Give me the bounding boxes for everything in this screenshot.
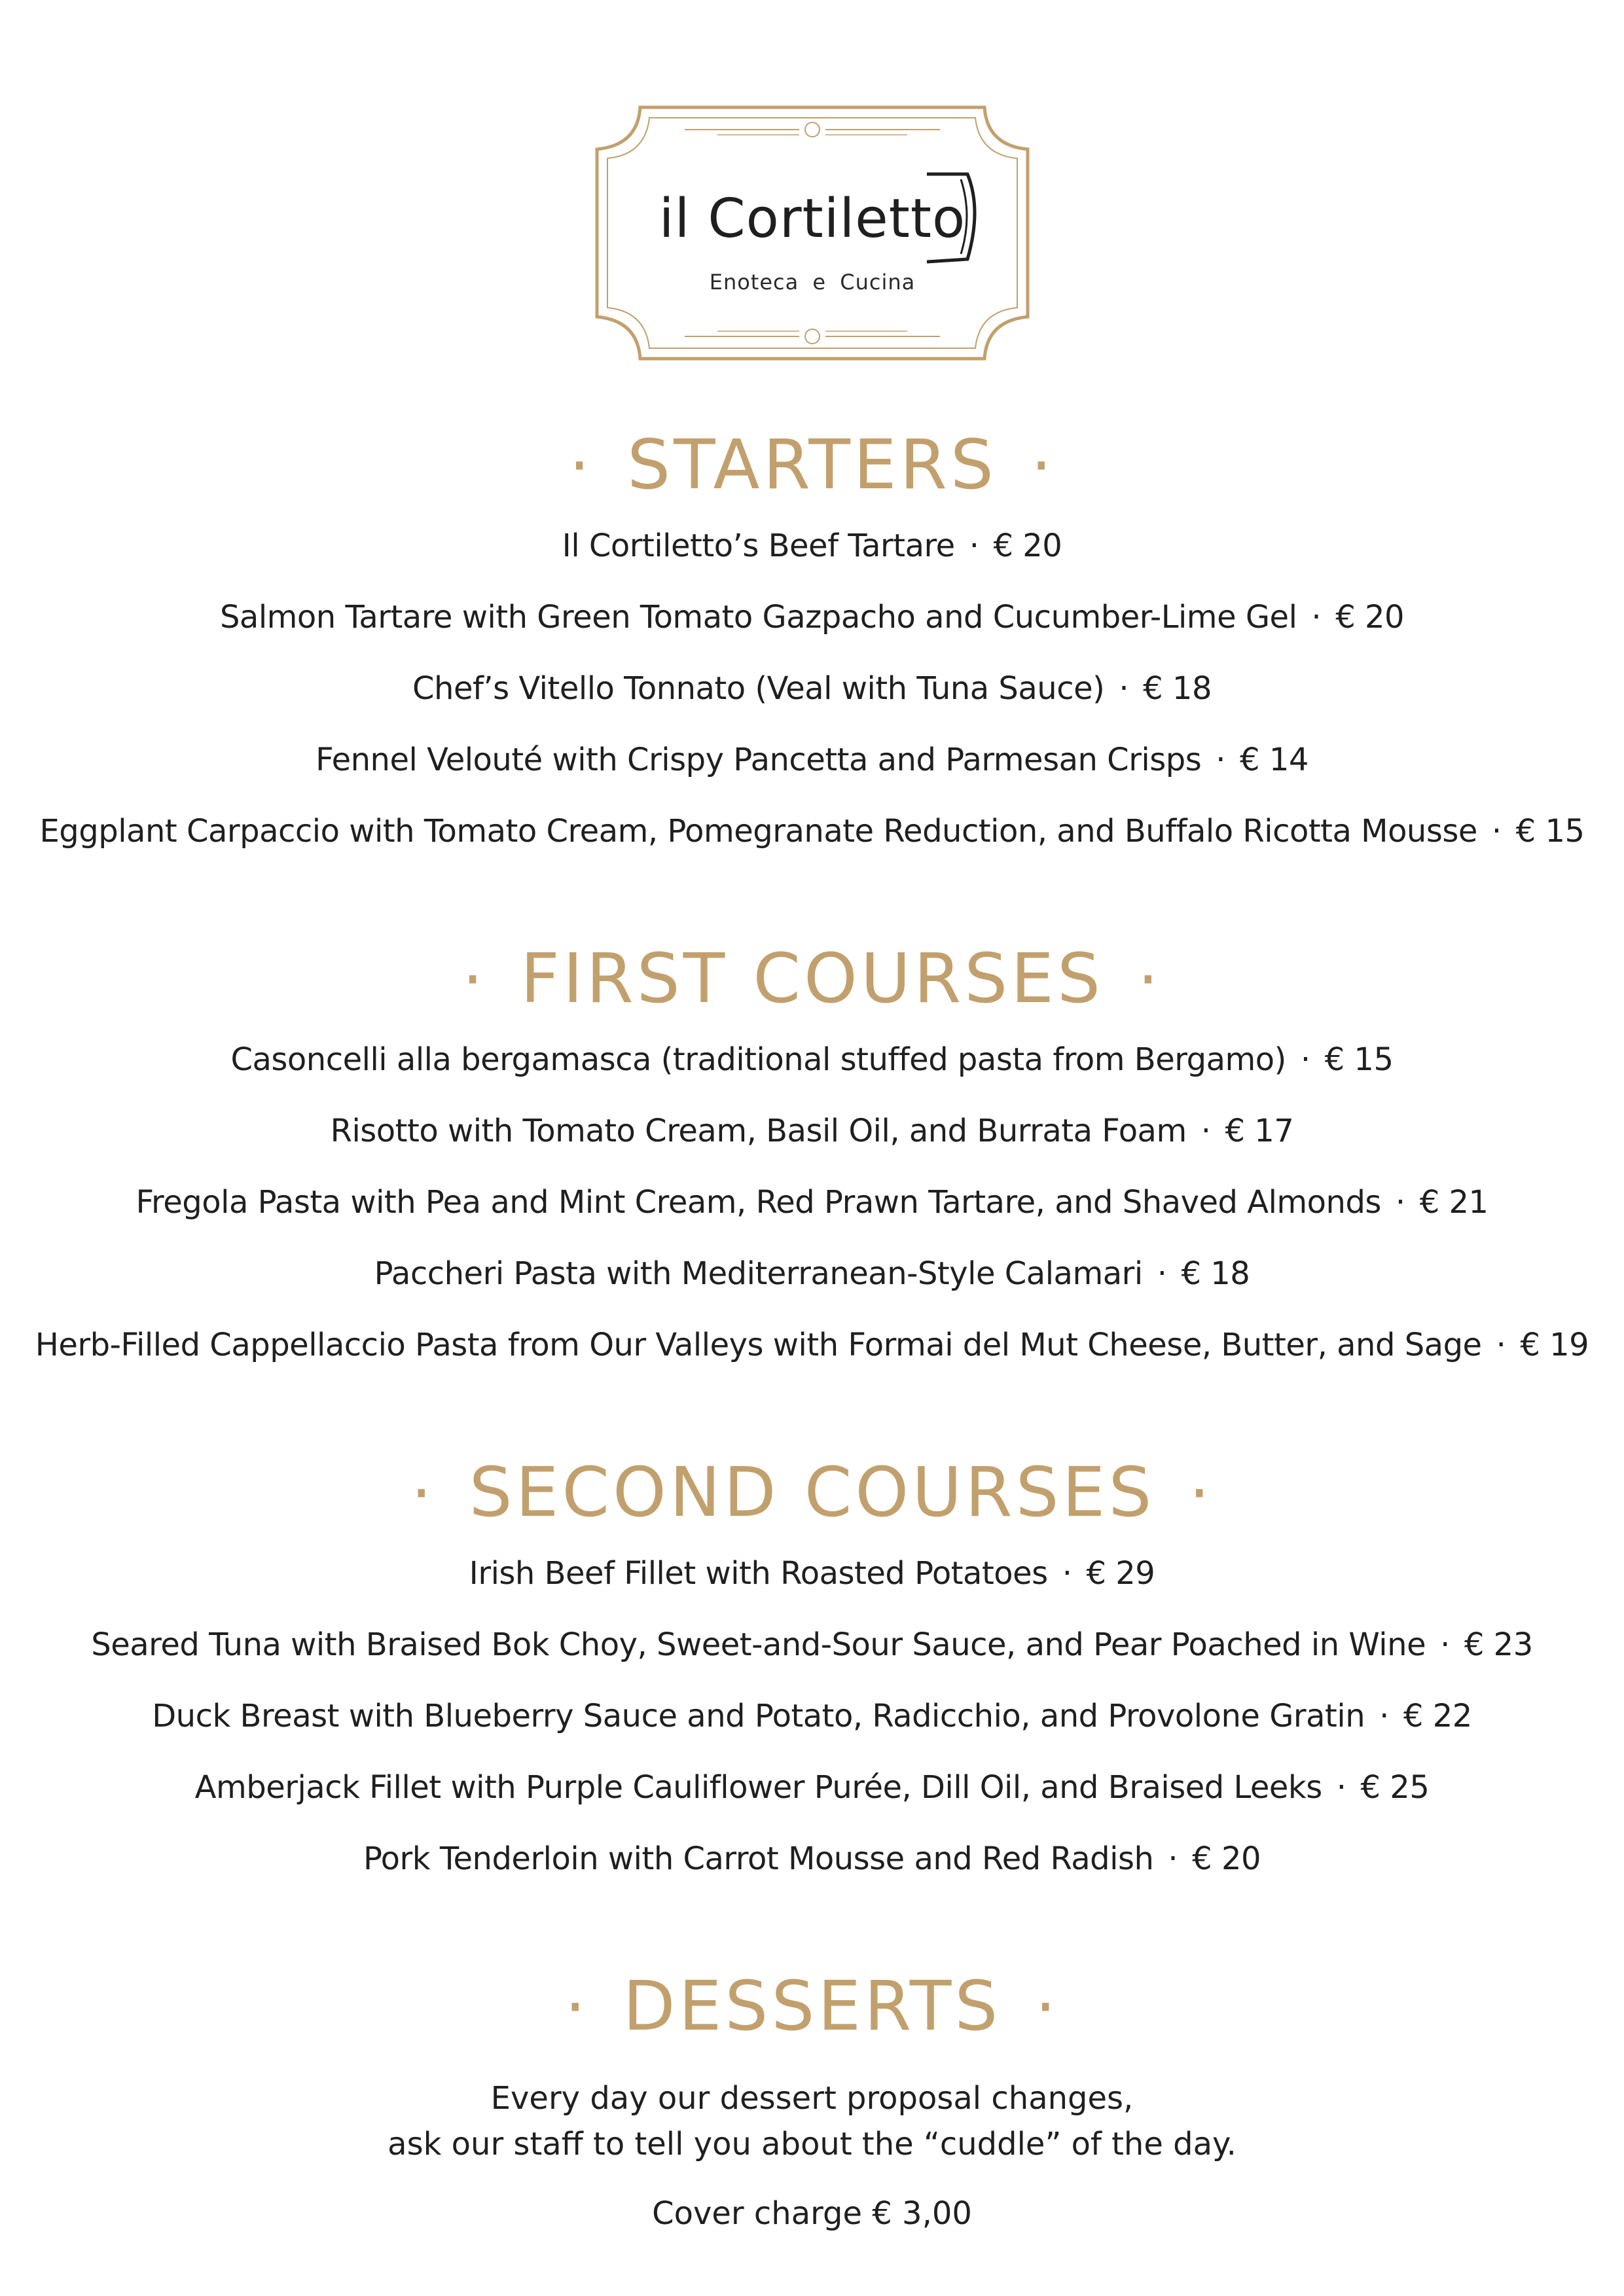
separator-dot: ·: [1496, 1327, 1506, 1363]
item-price: € 20: [1335, 599, 1405, 636]
separator-dot: ·: [1440, 1626, 1450, 1663]
cover-charge: Cover charge € 3,00: [652, 2195, 972, 2232]
item-name: Il Cortiletto’s Beef Tartare: [562, 528, 955, 564]
separator-dot: ·: [1168, 1840, 1178, 1877]
item-price: € 19: [1520, 1327, 1589, 1363]
section-starters-heading: [0, 419, 1624, 511]
section-title: DESSERTS: [623, 1966, 1001, 2046]
separator-dot: ·: [1062, 1555, 1072, 1592]
menu-item: [0, 725, 1624, 796]
menu-item: [0, 653, 1624, 725]
item-name: Duck Breast with Blueberry Sauce and Potato, Radicchio, and Provolone Gratin: [152, 1698, 1365, 1734]
dessert-note-line: Every day our dessert proposal changes,: [490, 2080, 1134, 2117]
heading-dot: ·: [410, 1455, 435, 1532]
item-name: Herb-Filled Cappellaccio Pasta from Our Valleys with Formai del Mut Cheese, Butter, and Sage: [35, 1327, 1482, 1363]
heading-dot: ·: [1030, 427, 1055, 504]
item-name: Salmon Tartare with Green Tomato Gazpacho and Cucumber-Lime Gel: [219, 599, 1297, 636]
separator-dot: ·: [1336, 1769, 1346, 1806]
section-first-courses-heading: [0, 933, 1624, 1024]
separator-dot: ·: [1395, 1184, 1405, 1221]
separator-dot: ·: [1300, 1041, 1310, 1078]
item-price: € 20: [993, 528, 1062, 564]
separator-dot: ·: [1200, 1113, 1211, 1149]
item-name: Irish Beef Fillet with Roasted Potatoes: [469, 1555, 1048, 1592]
menu-item: [0, 1238, 1624, 1310]
item-price: € 17: [1225, 1113, 1294, 1149]
menu-item: [0, 1310, 1624, 1381]
item-name: Pork Tenderloin with Carrot Mousse and Red Radish: [363, 1840, 1154, 1877]
menu-item: [0, 1538, 1624, 1609]
item-name: Fregola Pasta with Pea and Mint Cream, Red Prawn Tartare, and Shaved Almonds: [135, 1184, 1381, 1221]
item-name: Eggplant Carpaccio with Tomato Cream, Pomegranate Reduction, and Buffalo Ricotta Mousse: [39, 813, 1477, 850]
menu: [0, 419, 1624, 2236]
dessert-note-line: ask our staff to tell you about the “cuddle” of the day.: [388, 2126, 1236, 2162]
restaurant-logo: [586, 98, 1038, 368]
item-price: € 15: [1324, 1041, 1394, 1078]
section-title: FIRST COURSES: [520, 939, 1104, 1018]
heading-dot: ·: [1137, 941, 1162, 1018]
section-title: SECOND COURSES: [469, 1452, 1155, 1532]
item-name: Seared Tuna with Braised Bok Choy, Sweet-and-Sour Sauce, and Pear Poached in Wine: [91, 1626, 1426, 1663]
menu-item: [0, 582, 1624, 653]
item-price: € 20: [1192, 1840, 1261, 1877]
heading-dot: ·: [1035, 1969, 1060, 2045]
item-name: Amberjack Fillet with Purple Cauliflower Purée, Dill Oil, and Braised Leeks: [194, 1769, 1322, 1806]
menu-item: [0, 1609, 1624, 1681]
item-name: Risotto with Tomato Cream, Basil Oil, and Burrata Foam: [330, 1113, 1187, 1149]
separator-dot: ·: [1491, 813, 1502, 850]
separator-dot: ·: [969, 528, 979, 564]
menu-item: [0, 1167, 1624, 1238]
menu-item: [0, 1096, 1624, 1167]
item-price: € 23: [1464, 1626, 1533, 1663]
separator-dot: ·: [1216, 742, 1226, 778]
section-title: STARTERS: [627, 425, 997, 505]
item-price: € 18: [1181, 1255, 1250, 1292]
separator-dot: ·: [1379, 1698, 1389, 1734]
logo-tagline: Enoteca e Cucina: [709, 270, 916, 295]
item-price: € 25: [1360, 1769, 1430, 1806]
heading-dot: ·: [569, 427, 594, 504]
section-desserts-heading: [0, 1960, 1624, 2052]
menu-item: [0, 1752, 1624, 1823]
separator-dot: ·: [1157, 1255, 1167, 1292]
menu-item: [0, 796, 1624, 867]
item-price: € 18: [1143, 670, 1212, 707]
item-name: Fennel Velouté with Crispy Pancetta and Parmesan Crisps: [316, 742, 1202, 778]
menu-item: [0, 1823, 1624, 1895]
separator-dot: ·: [1311, 599, 1322, 636]
item-name: Chef’s Vitello Tonnato (Veal with Tuna Sauce): [412, 670, 1105, 707]
heading-dot: ·: [1189, 1455, 1214, 1532]
separator-dot: ·: [1119, 670, 1129, 707]
logo-name: il Cortiletto: [659, 188, 966, 250]
item-price: € 29: [1086, 1555, 1155, 1592]
menu-item: [0, 511, 1624, 582]
menu-item: [0, 1024, 1624, 1096]
heading-dot: ·: [564, 1969, 589, 2045]
section-second-courses-heading: [0, 1446, 1624, 1538]
menu-item: [0, 1681, 1624, 1752]
item-name: Casoncelli alla bergamasca (traditional stuffed pasta from Bergamo): [230, 1041, 1286, 1078]
item-name: Paccheri Pasta with Mediterranean-Style Calamari: [374, 1255, 1143, 1292]
heading-dot: ·: [462, 941, 487, 1018]
item-price: € 14: [1240, 742, 1308, 778]
item-price: € 15: [1515, 813, 1585, 850]
dessert-note: [0, 2075, 1624, 2167]
item-price: € 22: [1403, 1698, 1472, 1734]
item-price: € 21: [1419, 1184, 1489, 1221]
